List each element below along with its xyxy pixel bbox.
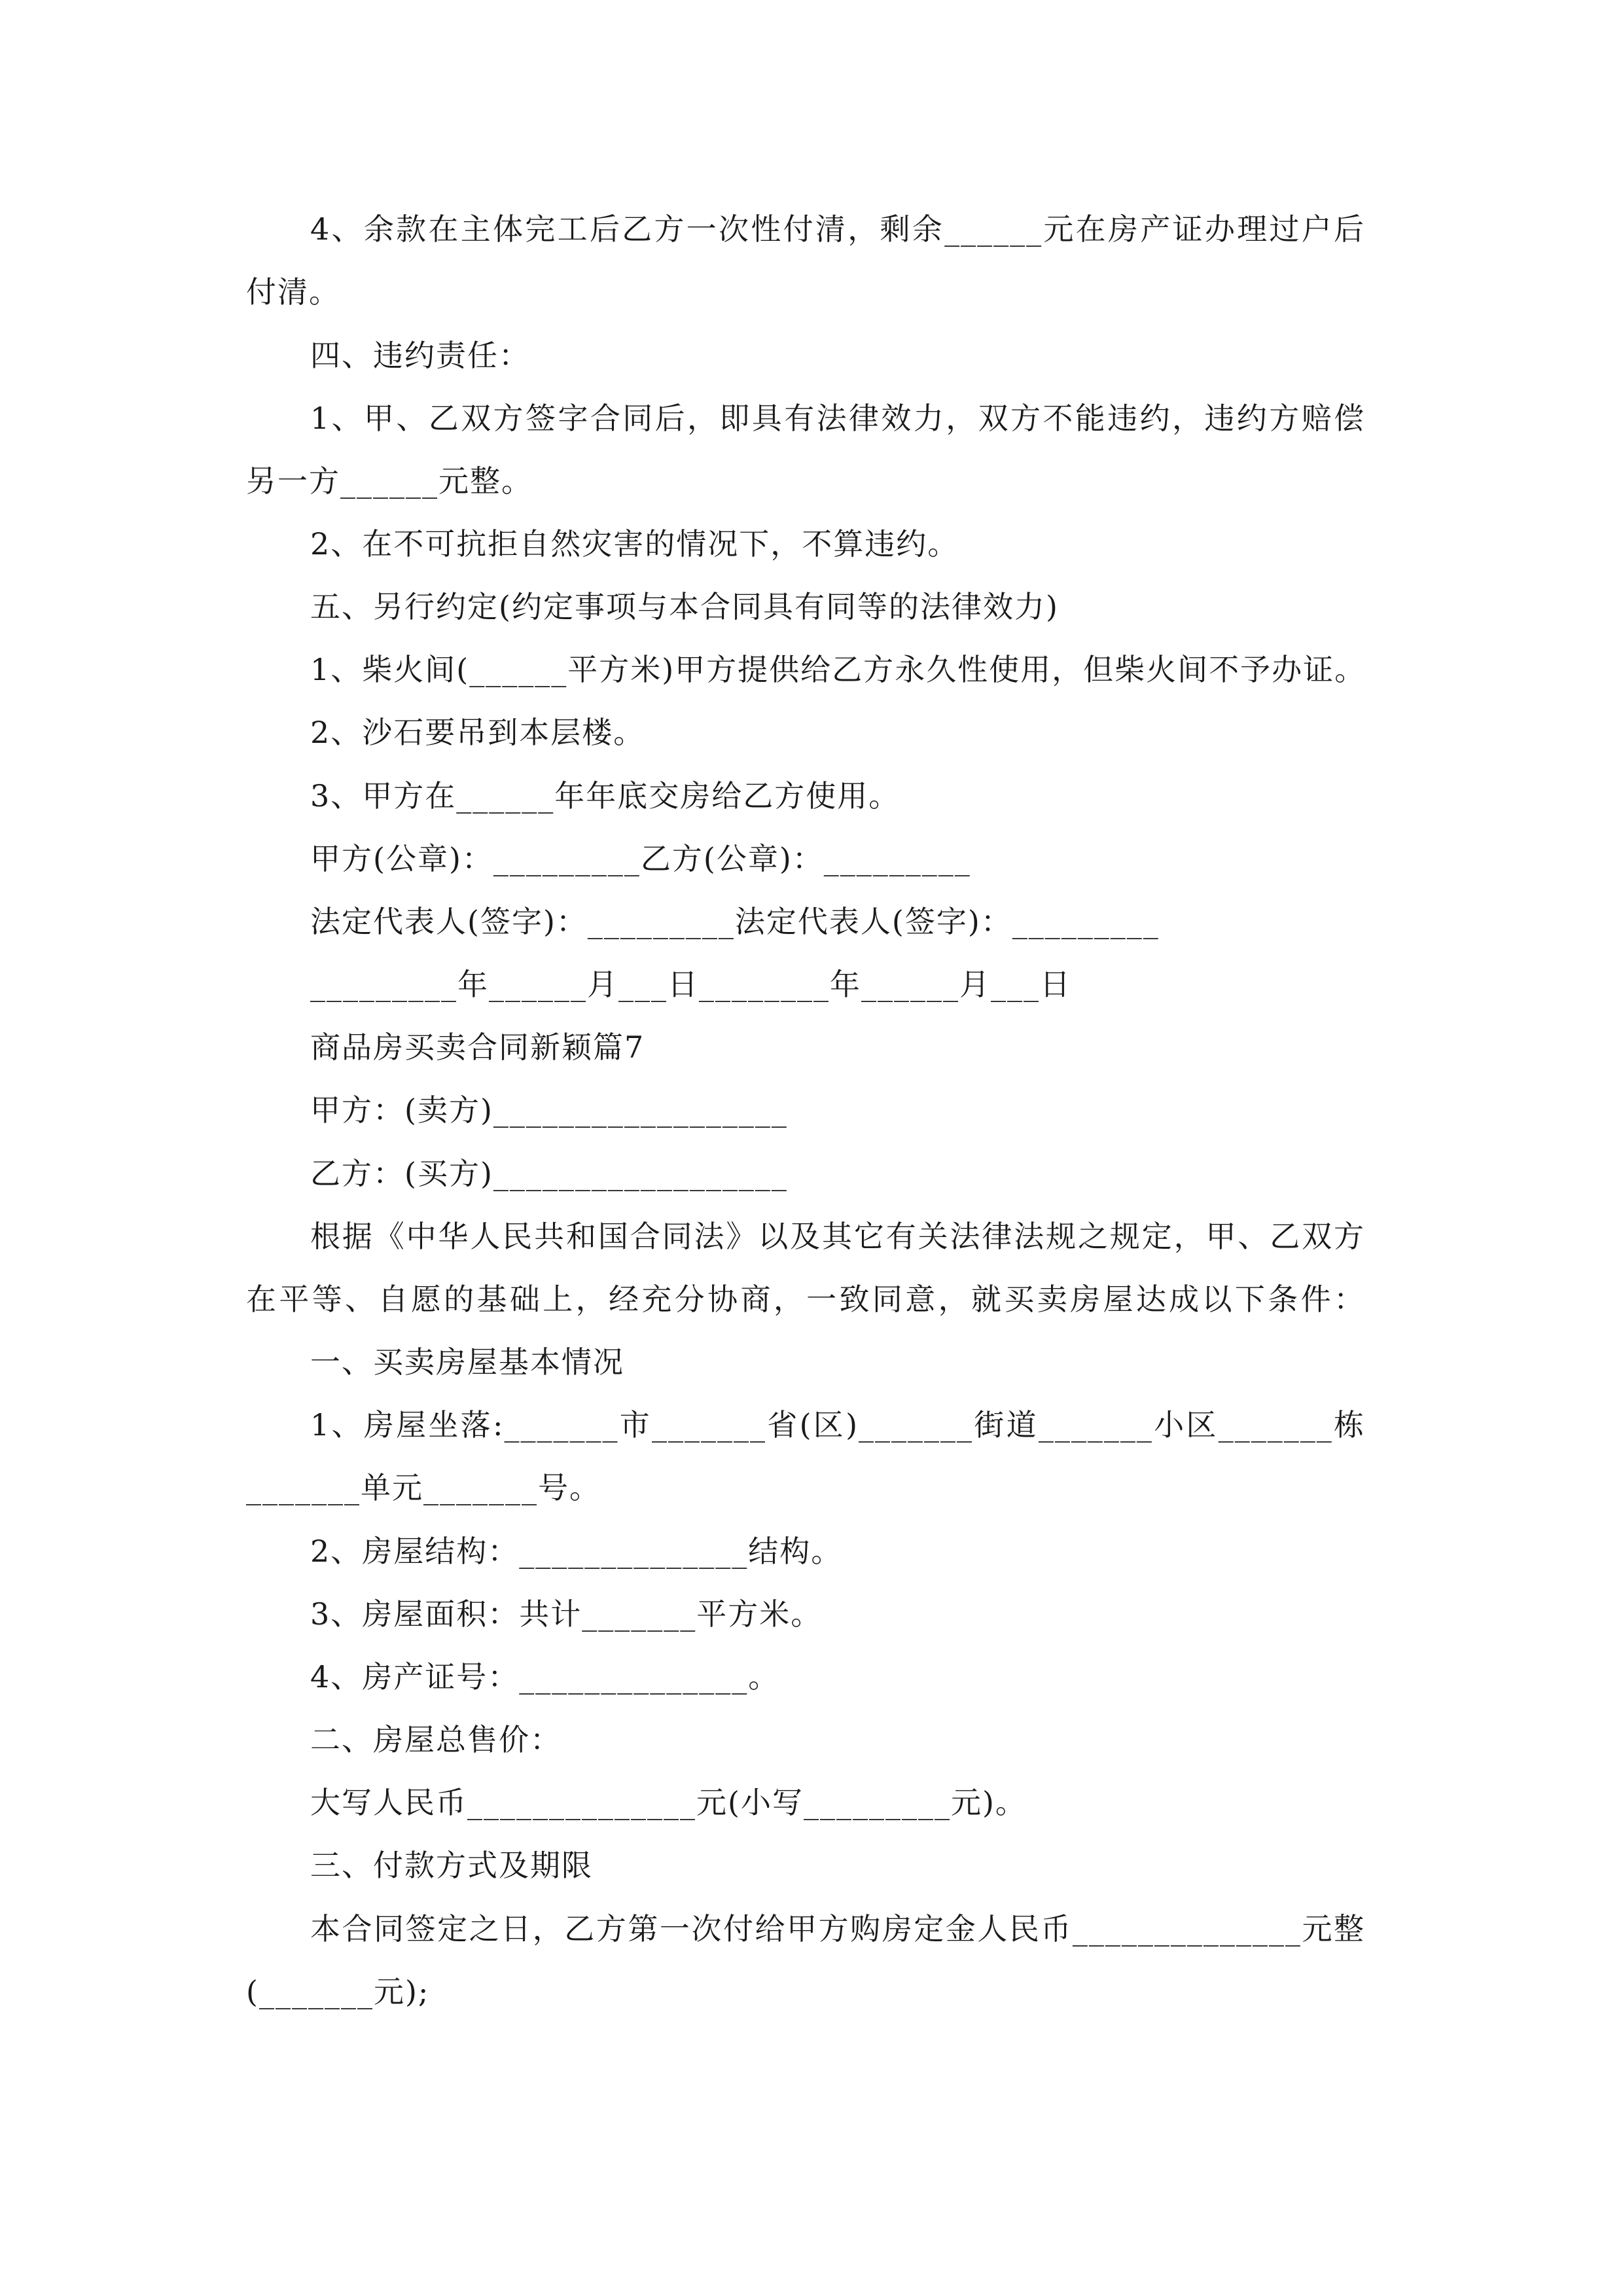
clause-house-structure: 2、房屋结构：______________结构。: [310, 1534, 843, 1569]
clause-breach-1: 1、甲、乙双方签字合同后，即具有法律效力，双方不能违约，违约方赔偿: [310, 401, 1365, 436]
section-heading-breach: 四、违约责任：: [310, 338, 530, 373]
clause-property-certificate: 4、房产证号：______________。: [310, 1659, 780, 1695]
clause-deposit: 本合同签定之日，乙方第一次付给甲方购房定金人民币______________元整: [310, 1911, 1365, 1946]
signature-date-line: _________年______月___日________年______月___日: [310, 967, 1071, 1002]
section-heading-other-agreements: 五、另行约定(约定事项与本合同具有同等的法律效力): [310, 589, 1059, 624]
signature-seal-line: 甲方(公章)：_________乙方(公章)：_________: [310, 841, 971, 876]
clause-deposit-cont: (_______元);: [246, 1974, 430, 2009]
section-heading-payment: 三、付款方式及期限: [310, 1848, 593, 1883]
clause-breach-1-cont: 另一方______元整。: [246, 463, 533, 499]
clause-breach-2: 2、在不可抗拒自然灾害的情况下，不算违约。: [310, 526, 959, 562]
party-a-seller: 甲方：(卖方)__________________: [310, 1092, 788, 1128]
section-heading-total-price: 二、房屋总售价：: [310, 1722, 562, 1757]
paragraph-balance-payment-cont: 付清。: [246, 274, 340, 310]
contract-title: 商品房买卖合同新颖篇7: [310, 1030, 645, 1065]
section-heading-house-info: 一、买卖房屋基本情况: [310, 1344, 624, 1380]
clause-house-location-cont: _______单元_______号。: [246, 1470, 601, 1505]
signature-representative-line: 法定代表人(签字)：_________法定代表人(签字)：_________: [310, 904, 1160, 939]
party-b-buyer: 乙方：(买方)__________________: [310, 1156, 788, 1191]
clause-house-location: 1、房屋坐落:_______市_______省(区)_______街道_______小区_______栋: [310, 1407, 1365, 1443]
clause-other-2: 2、沙石要吊到本层楼。: [310, 715, 645, 750]
paragraph-balance-payment: 4、余款在主体完工后乙方一次性付清，剩余______元在房产证办理过户后: [310, 211, 1365, 247]
clause-other-1: 1、柴火间(______平方米)甲方提供给乙方永久性使用，但柴火间不予办证。: [310, 652, 1366, 687]
clause-other-3: 3、甲方在______年年底交房给乙方使用。: [310, 778, 901, 814]
preamble-paragraph: 根据《中华人民共和国合同法》以及其它有关法律法规之规定，甲、乙双方: [310, 1219, 1365, 1254]
preamble-paragraph-cont: 在平等、自愿的基础上，经充分协商，一致同意，就买卖房屋达成以下条件：: [246, 1282, 1365, 1317]
clause-house-area: 3、房屋面积：共计_______平方米。: [310, 1596, 823, 1632]
clause-total-price: 大写人民币______________元(小写_________元)。: [310, 1785, 1027, 1820]
